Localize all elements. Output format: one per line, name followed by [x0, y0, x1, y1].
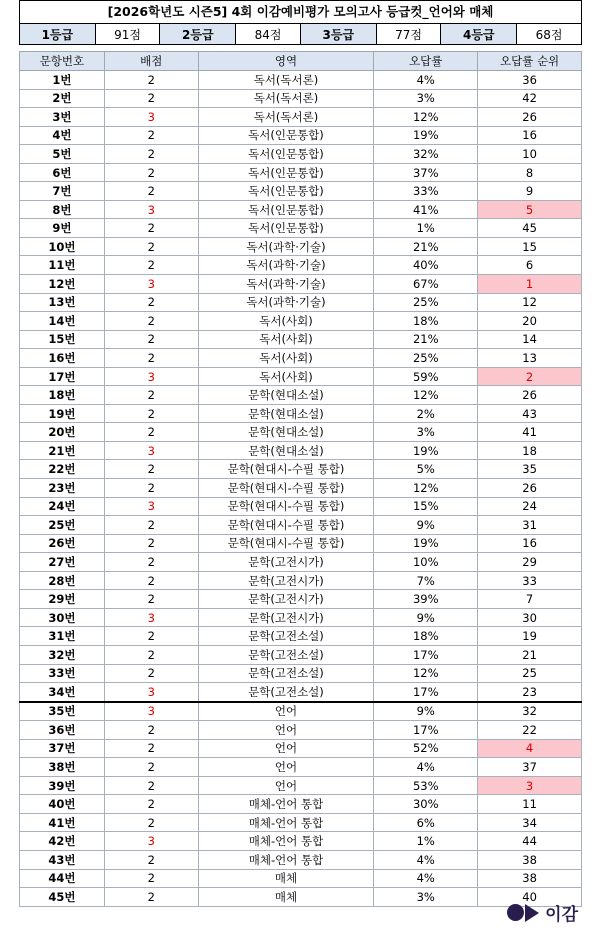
- cell-rate: 39%: [374, 590, 478, 609]
- cell-rate: 19%: [374, 534, 478, 553]
- grade-score: 77점: [376, 24, 441, 45]
- cell-pts: 2: [104, 386, 198, 405]
- cell-rank: 4: [478, 739, 582, 758]
- cell-rank: 36: [478, 71, 582, 90]
- grade-label: 4등급: [441, 24, 517, 45]
- table-row: [20, 200, 582, 219]
- table-row: [20, 776, 582, 795]
- cell-q: 36번: [20, 721, 105, 740]
- cell-pts: 2: [104, 404, 198, 423]
- cell-area: 문학(고전소설): [198, 645, 374, 664]
- cell-rate: 53%: [374, 776, 478, 795]
- cell-rank: 10: [478, 145, 582, 164]
- table-row: [20, 349, 582, 368]
- cell-rate: 9%: [374, 702, 478, 721]
- table-row: [20, 664, 582, 683]
- cell-q: 21번: [20, 441, 105, 460]
- cell-pts: 2: [104, 460, 198, 479]
- cell-rate: 37%: [374, 163, 478, 182]
- cell-rank: 9: [478, 182, 582, 201]
- cell-rank: 33: [478, 571, 582, 590]
- cell-area: 문학(현대시-수필 통합): [198, 497, 374, 516]
- cell-rate: 52%: [374, 739, 478, 758]
- cell-pts: 2: [104, 293, 198, 312]
- table-row: [20, 275, 582, 294]
- cell-rate: 19%: [374, 126, 478, 145]
- table-row: [20, 126, 582, 145]
- cell-rate: 6%: [374, 813, 478, 832]
- cell-rate: 4%: [374, 758, 478, 777]
- cell-rate: 2%: [374, 404, 478, 423]
- table-row: [20, 683, 582, 702]
- cell-q: 22번: [20, 460, 105, 479]
- cell-rate: 18%: [374, 627, 478, 646]
- cell-rank: 45: [478, 219, 582, 238]
- table-row: [20, 367, 582, 386]
- cell-pts: 2: [104, 627, 198, 646]
- cell-pts: 2: [104, 758, 198, 777]
- table-row: [20, 869, 582, 888]
- cell-rate: 40%: [374, 256, 478, 275]
- cell-q: 43번: [20, 850, 105, 869]
- cell-rate: 1%: [374, 219, 478, 238]
- cell-pts: 2: [104, 776, 198, 795]
- cell-rate: 4%: [374, 850, 478, 869]
- cell-pts: 2: [104, 850, 198, 869]
- cell-rank: 7: [478, 590, 582, 609]
- cell-area: 독서(독서론): [198, 108, 374, 127]
- cell-rate: 32%: [374, 145, 478, 164]
- cell-rank: 26: [478, 386, 582, 405]
- table-row: [20, 423, 582, 442]
- cell-rank: 14: [478, 330, 582, 349]
- cell-pts: 2: [104, 739, 198, 758]
- cell-rank: 42: [478, 89, 582, 108]
- cell-rate: 30%: [374, 795, 478, 814]
- table-row: [20, 516, 582, 535]
- cell-rank: 16: [478, 126, 582, 145]
- cell-pts: 2: [104, 553, 198, 572]
- cell-pts: 3: [104, 683, 198, 702]
- cell-pts: 2: [104, 590, 198, 609]
- column-header: 오답률: [374, 52, 478, 71]
- cell-rank: 37: [478, 758, 582, 777]
- cell-q: 45번: [20, 888, 105, 907]
- cell-q: 34번: [20, 683, 105, 702]
- table-row: [20, 71, 582, 90]
- cell-rank: 1: [478, 275, 582, 294]
- cell-pts: 3: [104, 367, 198, 386]
- table-row: [20, 627, 582, 646]
- cell-area: 문학(고전시가): [198, 571, 374, 590]
- cell-pts: 2: [104, 330, 198, 349]
- cell-q: 3번: [20, 108, 105, 127]
- cell-area: 언어: [198, 758, 374, 777]
- table-row: [20, 145, 582, 164]
- cell-q: 9번: [20, 219, 105, 238]
- cell-rate: 12%: [374, 386, 478, 405]
- cell-q: 39번: [20, 776, 105, 795]
- cell-q: 13번: [20, 293, 105, 312]
- cell-area: 언어: [198, 702, 374, 721]
- cell-rank: 21: [478, 645, 582, 664]
- cell-area: 매체-언어 통합: [198, 832, 374, 851]
- table-row: [20, 108, 582, 127]
- table-row: [20, 293, 582, 312]
- cell-rate: 3%: [374, 423, 478, 442]
- table-row: [20, 219, 582, 238]
- column-header: 오답률 순위: [478, 52, 582, 71]
- cell-q: 16번: [20, 349, 105, 368]
- cell-rank: 8: [478, 163, 582, 182]
- cell-area: 독서(과학·기술): [198, 237, 374, 256]
- cell-rank: 16: [478, 534, 582, 553]
- cell-rank: 29: [478, 553, 582, 572]
- cell-pts: 3: [104, 608, 198, 627]
- table-row: [20, 404, 582, 423]
- cell-q: 1번: [20, 71, 105, 90]
- cell-pts: 3: [104, 200, 198, 219]
- cell-q: 5번: [20, 145, 105, 164]
- cell-rank: 11: [478, 795, 582, 814]
- cell-rate: 4%: [374, 869, 478, 888]
- document: [19, 0, 582, 907]
- table-row: [20, 739, 582, 758]
- cell-area: 독서(인문통합): [198, 126, 374, 145]
- cell-rate: 25%: [374, 349, 478, 368]
- cell-area: 문학(고전소설): [198, 627, 374, 646]
- cell-q: 40번: [20, 795, 105, 814]
- cell-rate: 17%: [374, 645, 478, 664]
- cell-rank: 38: [478, 850, 582, 869]
- cell-pts: 3: [104, 832, 198, 851]
- page-title: [2026학년도 시즌5] 4회 이감예비평가 모의고사 등급컷_언어와 매체: [19, 0, 582, 23]
- table-row: [20, 813, 582, 832]
- table-row: [20, 441, 582, 460]
- cell-pts: 2: [104, 71, 198, 90]
- cell-q: 32번: [20, 645, 105, 664]
- column-header: 문항번호: [20, 52, 105, 71]
- cell-pts: 2: [104, 813, 198, 832]
- grade-label: 2등급: [160, 24, 236, 45]
- cell-rate: 18%: [374, 312, 478, 331]
- cell-pts: 2: [104, 534, 198, 553]
- cell-pts: 3: [104, 108, 198, 127]
- cell-rate: 17%: [374, 721, 478, 740]
- cell-area: 문학(현대시-수필 통합): [198, 516, 374, 535]
- cell-q: 26번: [20, 534, 105, 553]
- cell-q: 38번: [20, 758, 105, 777]
- cell-area: 독서(과학·기술): [198, 256, 374, 275]
- cell-pts: 2: [104, 423, 198, 442]
- cell-pts: 2: [104, 256, 198, 275]
- cell-area: 독서(사회): [198, 312, 374, 331]
- cell-rank: 26: [478, 108, 582, 127]
- cell-area: 문학(고전시가): [198, 590, 374, 609]
- cell-area: 독서(인문통합): [198, 145, 374, 164]
- cell-area: 문학(고전소설): [198, 683, 374, 702]
- cell-rate: 12%: [374, 108, 478, 127]
- table-body: [20, 71, 582, 907]
- table-row: [20, 330, 582, 349]
- cell-area: 문학(현대시-수필 통합): [198, 534, 374, 553]
- grade-score: 84점: [236, 24, 301, 45]
- cell-area: 매체-언어 통합: [198, 795, 374, 814]
- cell-q: 27번: [20, 553, 105, 572]
- column-header: 배점: [104, 52, 198, 71]
- cell-area: 독서(인문통합): [198, 219, 374, 238]
- cell-rank: 3: [478, 776, 582, 795]
- cell-q: 31번: [20, 627, 105, 646]
- cell-rank: 24: [478, 497, 582, 516]
- cell-pts: 2: [104, 312, 198, 331]
- cell-pts: 2: [104, 182, 198, 201]
- igam-logo-icon: [507, 904, 524, 921]
- cell-area: 문학(현대소설): [198, 404, 374, 423]
- cell-rank: 6: [478, 256, 582, 275]
- cell-q: 29번: [20, 590, 105, 609]
- table-row: [20, 534, 582, 553]
- cell-pts: 2: [104, 571, 198, 590]
- cell-q: 12번: [20, 275, 105, 294]
- cell-q: 35번: [20, 702, 105, 721]
- cell-pts: 2: [104, 237, 198, 256]
- table-row: [20, 163, 582, 182]
- cell-rate: 19%: [374, 441, 478, 460]
- cell-rank: 5: [478, 200, 582, 219]
- table-row: [20, 645, 582, 664]
- cell-rate: 15%: [374, 497, 478, 516]
- cell-q: 10번: [20, 237, 105, 256]
- cell-q: 2번: [20, 89, 105, 108]
- table-row: [20, 795, 582, 814]
- table-row: [20, 256, 582, 275]
- cell-rate: 9%: [374, 608, 478, 627]
- cell-rate: 10%: [374, 553, 478, 572]
- cell-area: 독서(인문통합): [198, 163, 374, 182]
- cell-pts: 2: [104, 145, 198, 164]
- cell-q: 7번: [20, 182, 105, 201]
- cell-pts: 3: [104, 497, 198, 516]
- cell-pts: 2: [104, 349, 198, 368]
- table-row: [20, 758, 582, 777]
- cell-rate: 21%: [374, 237, 478, 256]
- grade-cut-table: [19, 23, 582, 45]
- cell-rate: 33%: [374, 182, 478, 201]
- cell-rate: 17%: [374, 683, 478, 702]
- cell-rank: 32: [478, 702, 582, 721]
- cell-pts: 2: [104, 219, 198, 238]
- cell-rank: 34: [478, 813, 582, 832]
- cell-rank: 41: [478, 423, 582, 442]
- cell-pts: 2: [104, 479, 198, 498]
- brand-logo: [507, 900, 578, 925]
- cell-area: 문학(현대소설): [198, 441, 374, 460]
- cell-area: 독서(사회): [198, 330, 374, 349]
- question-table: [19, 51, 582, 907]
- cell-q: 30번: [20, 608, 105, 627]
- cell-q: 18번: [20, 386, 105, 405]
- column-header: 영역: [198, 52, 374, 71]
- cell-rank: 23: [478, 683, 582, 702]
- igam-logo-triangle: [525, 904, 539, 922]
- cell-q: 8번: [20, 200, 105, 219]
- cell-area: 독서(사회): [198, 349, 374, 368]
- cell-rank: 25: [478, 664, 582, 683]
- cell-q: 44번: [20, 869, 105, 888]
- cell-q: 23번: [20, 479, 105, 498]
- cell-q: 20번: [20, 423, 105, 442]
- table-row: [20, 386, 582, 405]
- cell-area: 문학(현대시-수필 통합): [198, 460, 374, 479]
- cell-area: 매체: [198, 869, 374, 888]
- table-row: [20, 479, 582, 498]
- cell-pts: 3: [104, 441, 198, 460]
- cell-area: 매체: [198, 888, 374, 907]
- cell-rate: 9%: [374, 516, 478, 535]
- cell-q: 19번: [20, 404, 105, 423]
- cell-rank: 26: [478, 479, 582, 498]
- cell-q: 28번: [20, 571, 105, 590]
- cell-rank: 20: [478, 312, 582, 331]
- cell-area: 독서(독서론): [198, 89, 374, 108]
- cell-pts: 2: [104, 89, 198, 108]
- grade-score: 91점: [95, 24, 160, 45]
- cell-rate: 41%: [374, 200, 478, 219]
- cell-rank: 2: [478, 367, 582, 386]
- cell-area: 독서(인문통합): [198, 200, 374, 219]
- grade-cut-row: [20, 24, 582, 45]
- cell-area: 문학(현대시-수필 통합): [198, 479, 374, 498]
- cell-q: 37번: [20, 739, 105, 758]
- grade-label: 3등급: [300, 24, 376, 45]
- cell-rank: 15: [478, 237, 582, 256]
- table-row: [20, 702, 582, 721]
- cell-pts: 2: [104, 645, 198, 664]
- cell-rank: 12: [478, 293, 582, 312]
- cell-area: 독서(과학·기술): [198, 293, 374, 312]
- cell-area: 매체-언어 통합: [198, 850, 374, 869]
- cell-area: 문학(현대소설): [198, 423, 374, 442]
- cell-area: 언어: [198, 776, 374, 795]
- cell-rank: 35: [478, 460, 582, 479]
- table-row: [20, 89, 582, 108]
- cell-pts: 2: [104, 163, 198, 182]
- cell-area: 문학(현대소설): [198, 386, 374, 405]
- cell-rank: 22: [478, 721, 582, 740]
- cell-rank: 40: [478, 888, 582, 907]
- cell-area: 독서(인문통합): [198, 182, 374, 201]
- table-row: [20, 608, 582, 627]
- cell-q: 25번: [20, 516, 105, 535]
- cell-q: 42번: [20, 832, 105, 851]
- cell-pts: 2: [104, 721, 198, 740]
- cell-rank: 44: [478, 832, 582, 851]
- cell-pts: 2: [104, 888, 198, 907]
- brand-text: 이감: [545, 905, 578, 925]
- table-row: [20, 497, 582, 516]
- cell-rank: 19: [478, 627, 582, 646]
- cell-rate: 12%: [374, 664, 478, 683]
- cell-rate: 3%: [374, 89, 478, 108]
- cell-pts: 2: [104, 869, 198, 888]
- cell-q: 17번: [20, 367, 105, 386]
- cell-area: 언어: [198, 721, 374, 740]
- cell-q: 4번: [20, 126, 105, 145]
- table-row: [20, 182, 582, 201]
- cell-q: 24번: [20, 497, 105, 516]
- cell-q: 15번: [20, 330, 105, 349]
- cell-q: 33번: [20, 664, 105, 683]
- table-row: [20, 553, 582, 572]
- cell-rank: 30: [478, 608, 582, 627]
- cell-rank: 43: [478, 404, 582, 423]
- cell-rank: 13: [478, 349, 582, 368]
- cell-area: 독서(독서론): [198, 71, 374, 90]
- cell-rate: 67%: [374, 275, 478, 294]
- cell-rank: 38: [478, 869, 582, 888]
- cell-rank: 31: [478, 516, 582, 535]
- cell-area: 언어: [198, 739, 374, 758]
- cell-rate: 12%: [374, 479, 478, 498]
- table-row: [20, 237, 582, 256]
- cell-area: 독서(과학·기술): [198, 275, 374, 294]
- cell-rate: 5%: [374, 460, 478, 479]
- table-row: [20, 571, 582, 590]
- cell-rate: 1%: [374, 832, 478, 851]
- table-row: [20, 460, 582, 479]
- table-row: [20, 832, 582, 851]
- cell-rate: 59%: [374, 367, 478, 386]
- table-row: [20, 312, 582, 331]
- cell-area: 문학(고전소설): [198, 664, 374, 683]
- grade-score: 68점: [517, 24, 582, 45]
- cell-rank: 18: [478, 441, 582, 460]
- cell-area: 독서(사회): [198, 367, 374, 386]
- cell-area: 매체-언어 통합: [198, 813, 374, 832]
- cell-rate: 25%: [374, 293, 478, 312]
- cell-pts: 2: [104, 126, 198, 145]
- cell-rate: 21%: [374, 330, 478, 349]
- table-header-row: [20, 52, 582, 71]
- cell-q: 41번: [20, 813, 105, 832]
- table-row: [20, 721, 582, 740]
- grade-label: 1등급: [20, 24, 96, 45]
- cell-pts: 2: [104, 664, 198, 683]
- table-row: [20, 850, 582, 869]
- cell-area: 문학(고전시가): [198, 553, 374, 572]
- cell-pts: 3: [104, 702, 198, 721]
- table-row: [20, 590, 582, 609]
- cell-area: 문학(고전시가): [198, 608, 374, 627]
- cell-rate: 7%: [374, 571, 478, 590]
- cell-q: 11번: [20, 256, 105, 275]
- cell-rate: 3%: [374, 888, 478, 907]
- cell-rate: 4%: [374, 71, 478, 90]
- cell-q: 6번: [20, 163, 105, 182]
- table-row: [20, 888, 582, 907]
- cell-pts: 3: [104, 275, 198, 294]
- cell-pts: 2: [104, 516, 198, 535]
- cell-pts: 2: [104, 795, 198, 814]
- cell-q: 14번: [20, 312, 105, 331]
